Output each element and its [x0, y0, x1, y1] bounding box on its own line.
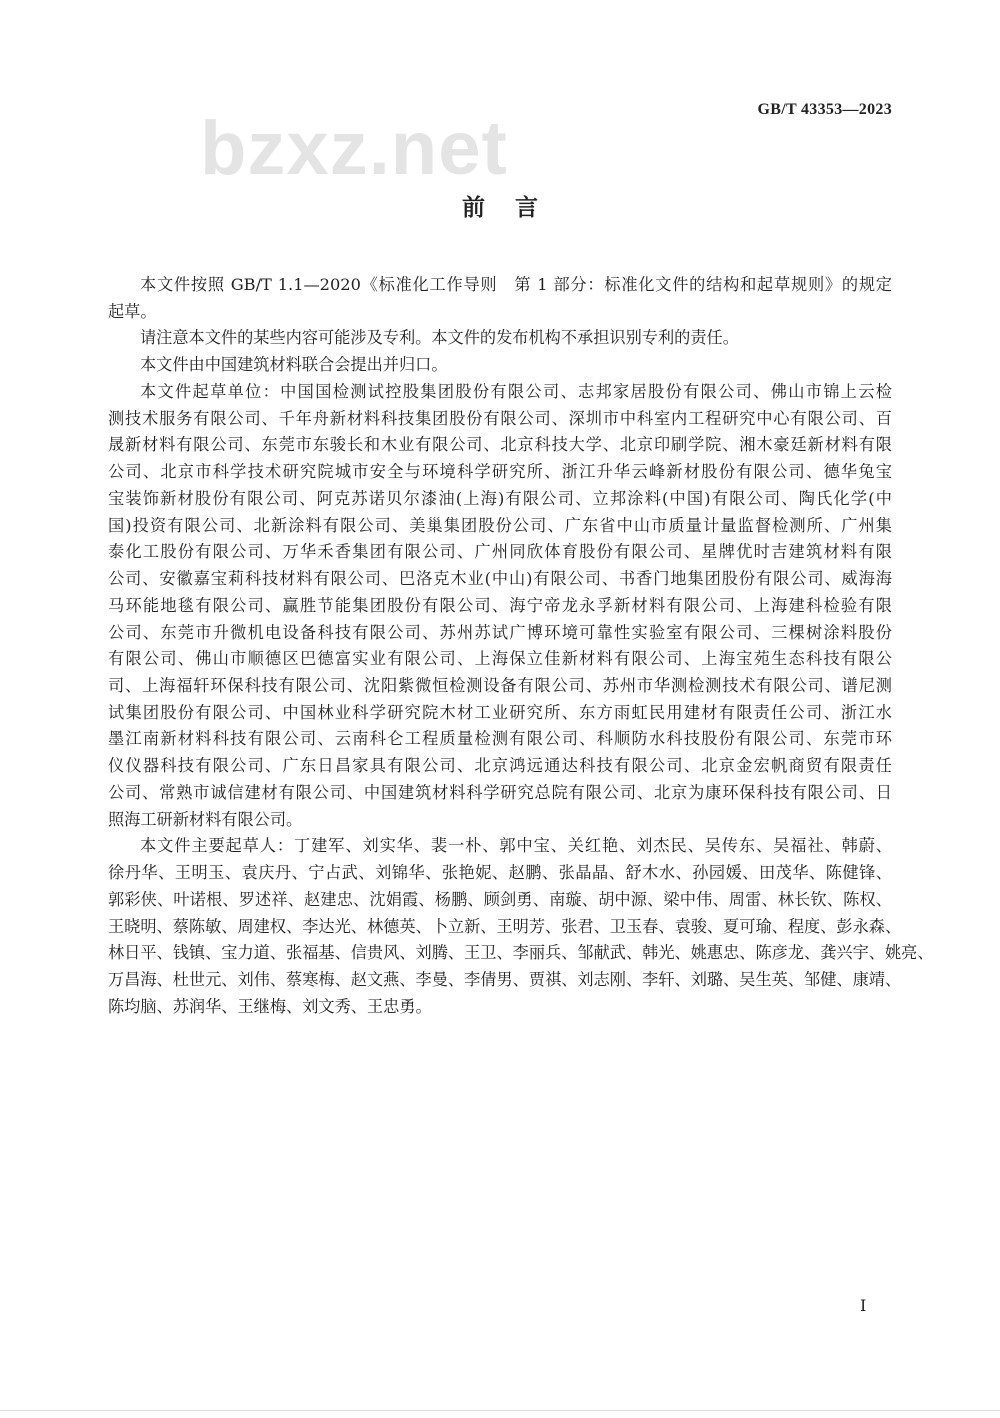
text-line: 公司、安徽嘉宝莉科技材料有限公司、巴洛克木业(中山)有限公司、书香门地集团股份有限公司、威海海 — [108, 569, 892, 589]
text-line: 照海工研新材料有限公司。 — [108, 809, 303, 829]
text-line: 本文件起草单位：中国国检测试控股集团股份有限公司、志邦家居股份有限公司、佛山市锦上云检 — [140, 381, 892, 401]
text-line: 司、上海福轩环保科技有限公司、沈阳紫微恒检测设备有限公司、苏州市华测检测技术有限公司、谱尼测 — [108, 676, 892, 696]
text-line: 宝装饰新材股份有限公司、阿克苏诺贝尔漆油(上海)有限公司、立邦涂料(中国)有限公司、陶氏化学(中 — [108, 488, 892, 508]
text-line: 试集团股份有限公司、中国林业科学研究院木材工业研究所、东方雨虹民用建材有限责任公司、浙江水 — [108, 702, 892, 722]
text-line: 公司、东莞市升微机电设备科技有限公司、苏州苏试广博环境可靠性实验室有限公司、三棵树涂料股份 — [108, 622, 892, 642]
text-line: 陈均脑、苏润华、王继梅、刘文秀、王忠勇。 — [108, 996, 432, 1016]
watermark: bzxz.net — [200, 106, 508, 191]
text-line: 公司、常熟市诚信建材有限公司、中国建筑材料科学研究总院有限公司、北京为康环保科技有限公司、日 — [108, 782, 892, 802]
paragraph — [108, 352, 892, 379]
text-line: 有限公司、佛山市顺德区巴德富实业有限公司、上海保立佳新材料有限公司、上海宝苑生态科技有限公 — [108, 649, 892, 669]
text-line: 本文件主要起草人：丁建军、刘实华、裴一朴、郭中宝、关红艳、刘杰民、吴传东、吴福社、韩蔚、 — [140, 836, 892, 856]
paragraph — [108, 325, 892, 352]
text-line: 马环能地毯有限公司、赢胜节能集团股份有限公司、海宁帝龙永孚新材料有限公司、上海建科检验有限 — [108, 595, 892, 615]
paragraph — [108, 379, 892, 833]
text-line: 林日平、钱镇、宝力道、张福基、信贵风、刘腾、王卫、李丽兵、邹献武、韩光、姚惠忠、陈彦龙、龚兴宇、姚亮、 — [108, 943, 934, 963]
paragraph — [108, 272, 892, 325]
text-line: 徐丹华、王明玉、袁庆丹、宁占武、刘锦华、张艳妮、赵鹏、张晶晶、舒木水、孙园媛、田茂华、陈健锋、 — [108, 863, 892, 883]
paragraph — [108, 833, 934, 1020]
standard-number: GB/T 43353—2023 — [757, 101, 892, 118]
text-line: 国)投资有限公司、北新涂料有限公司、美巢集团股份公司、广东省中山市质量计量监督检测所、广州集 — [108, 515, 892, 535]
page-number: I — [860, 1296, 867, 1315]
text-line: 请注意本文件的某些内容可能涉及专利。本文件的发布机构不承担识别专利的责任。 — [140, 328, 739, 348]
text-line: 公司、北京市科学技术研究院城市安全与环境科学研究所、浙江升华云峰新材股份有限公司、德华兔宝 — [108, 462, 892, 482]
text-line: 测技术服务有限公司、千年舟新材料科技集团股份有限公司、深圳市中科室内工程研究中心有限公司、百 — [108, 408, 892, 428]
text-line: 万昌海、杜世元、刘伟、蔡寒梅、赵文燕、李曼、李倩男、贾祺、刘志刚、李轩、刘璐、吴生英、邹健、康靖、 — [108, 970, 902, 990]
text-line: 王晓明、蔡陈敏、周建权、李达光、林德英、卜立新、王明芳、张君、卫玉春、袁骏、夏可瑜、程度、彭永森、 — [108, 916, 902, 936]
text-line: 晟新材料有限公司、东莞市东骏长和木业有限公司、北京科技大学、北京印刷学院、湘木豪廷新材料有限 — [108, 435, 892, 455]
text-line: 仪仪器科技有限公司、广东日昌家具有限公司、北京鸿远通达科技有限公司、北京金宏帆商贸有限责任 — [108, 756, 892, 776]
foreword-body — [108, 272, 934, 1021]
text-line: 起草。 — [108, 301, 157, 321]
text-line: 本文件由中国建筑材料联合会提出并归口。 — [140, 355, 448, 375]
text-line: 本文件按照 GB/T 1.1—2020《标准化工作导则 第 1 部分：标准化文件的结构和起草规则》的规定 — [140, 275, 892, 294]
text-line: 郭彩侠、叶诺根、罗述祥、赵建忠、沈娟霞、杨鹏、顾剑勇、南璇、胡中源、梁中伟、周雷、林长钦、陈权、 — [108, 889, 892, 909]
text-line: 泰化工股份有限公司、万华禾香集团有限公司、广州同欣体育股份有限公司、星牌优时吉建筑材料有限 — [108, 542, 892, 562]
page-edge-divider — [0, 1410, 1000, 1411]
text-line: 墨江南新材料科技有限公司、云南科仑工程质量检测有限公司、科顺防水科技股份有限公司、东莞市环 — [108, 729, 892, 749]
page-title: 前 言 — [461, 195, 538, 221]
